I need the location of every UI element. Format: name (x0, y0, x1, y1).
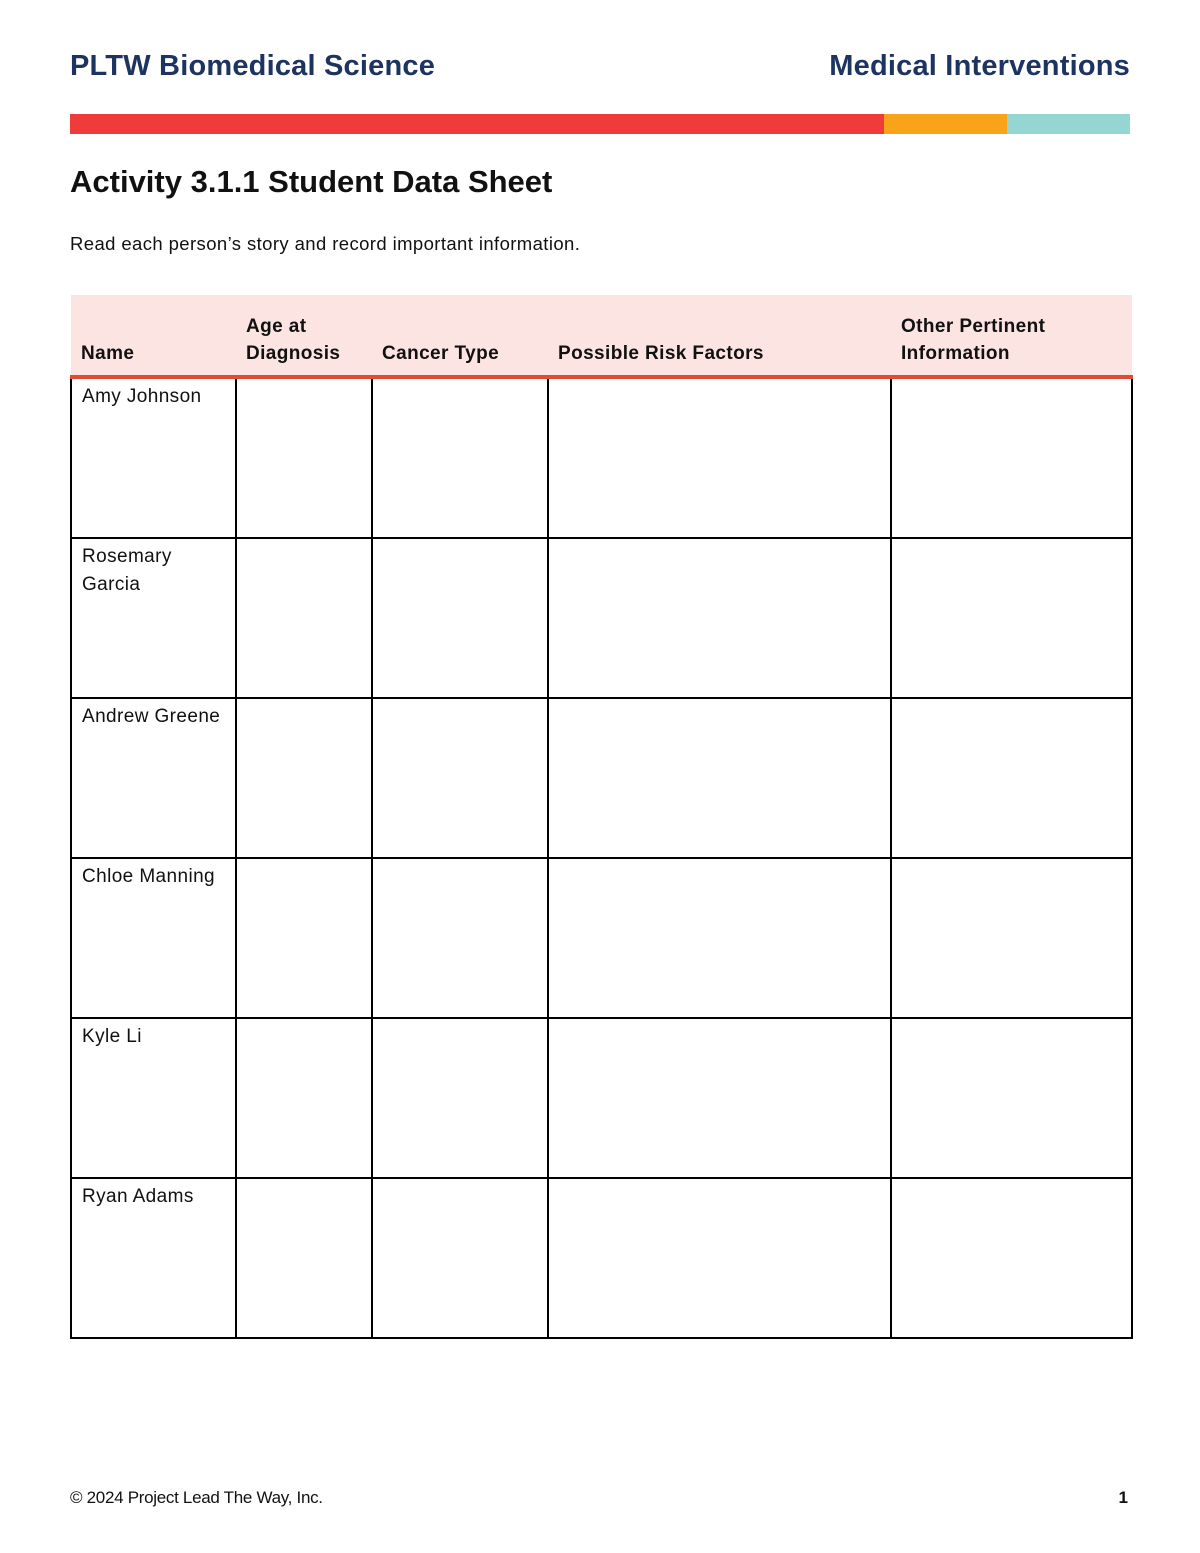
cell-cancer-type[interactable] (372, 1018, 548, 1178)
cell-cancer-type[interactable] (372, 858, 548, 1018)
header-possible-risk-factors: Possible Risk Factors (548, 295, 891, 377)
cell-name: Andrew Greene (71, 698, 236, 858)
cell-other-information[interactable] (891, 538, 1132, 698)
cell-other-information[interactable] (891, 698, 1132, 858)
course-name: Medical Interventions (829, 50, 1130, 82)
table-row (71, 377, 1132, 538)
table-row (71, 538, 1132, 698)
color-bar-orange-segment (884, 114, 1007, 134)
cell-age-at-diagnosis[interactable] (236, 538, 372, 698)
cell-risk-factors[interactable] (548, 377, 891, 538)
cell-name: Amy Johnson (71, 377, 236, 538)
color-bar-red-segment (70, 114, 884, 134)
cell-name: Rosemary Garcia (71, 538, 236, 698)
cell-other-information[interactable] (891, 858, 1132, 1018)
document-title: Activity 3.1.1 Student Data Sheet (70, 164, 553, 199)
cell-cancer-type[interactable] (372, 698, 548, 858)
cell-risk-factors[interactable] (548, 1178, 891, 1338)
copyright-notice: © 2024 Project Lead The Way, Inc. (70, 1488, 323, 1507)
cell-name: Kyle Li (71, 1018, 236, 1178)
cell-risk-factors[interactable] (548, 698, 891, 858)
program-name: PLTW Biomedical Science (70, 50, 436, 82)
header-cancer-type: Cancer Type (372, 295, 548, 377)
cell-other-information[interactable] (891, 1018, 1132, 1178)
header-age-at-diagnosis: Age at Diagnosis (236, 295, 372, 377)
brand-color-bar (70, 114, 1130, 134)
cell-name: Chloe Manning (71, 858, 236, 1018)
cell-age-at-diagnosis[interactable] (236, 1178, 372, 1338)
table-row (71, 698, 1132, 858)
header-other-pertinent-information: Other Pertinent Information (891, 295, 1132, 377)
instructions-text: Read each person’s story and record important information. (70, 233, 581, 254)
table-row (71, 1178, 1132, 1338)
table-row (71, 858, 1132, 1018)
cell-age-at-diagnosis[interactable] (236, 698, 372, 858)
cell-name: Ryan Adams (71, 1178, 236, 1338)
cell-age-at-diagnosis[interactable] (236, 1018, 372, 1178)
color-bar-teal-segment (1007, 114, 1130, 134)
header-name: Name (71, 295, 236, 377)
cell-cancer-type[interactable] (372, 538, 548, 698)
cell-risk-factors[interactable] (548, 858, 891, 1018)
student-data-table (70, 295, 1133, 1339)
cell-risk-factors[interactable] (548, 538, 891, 698)
table-row (71, 1018, 1132, 1178)
page-number: 1 (1118, 1488, 1128, 1507)
cell-risk-factors[interactable] (548, 1018, 891, 1178)
cell-cancer-type[interactable] (372, 377, 548, 538)
cell-age-at-diagnosis[interactable] (236, 858, 372, 1018)
table-header-row (71, 295, 1132, 377)
cell-other-information[interactable] (891, 1178, 1132, 1338)
cell-other-information[interactable] (891, 377, 1132, 538)
cell-cancer-type[interactable] (372, 1178, 548, 1338)
cell-age-at-diagnosis[interactable] (236, 377, 372, 538)
